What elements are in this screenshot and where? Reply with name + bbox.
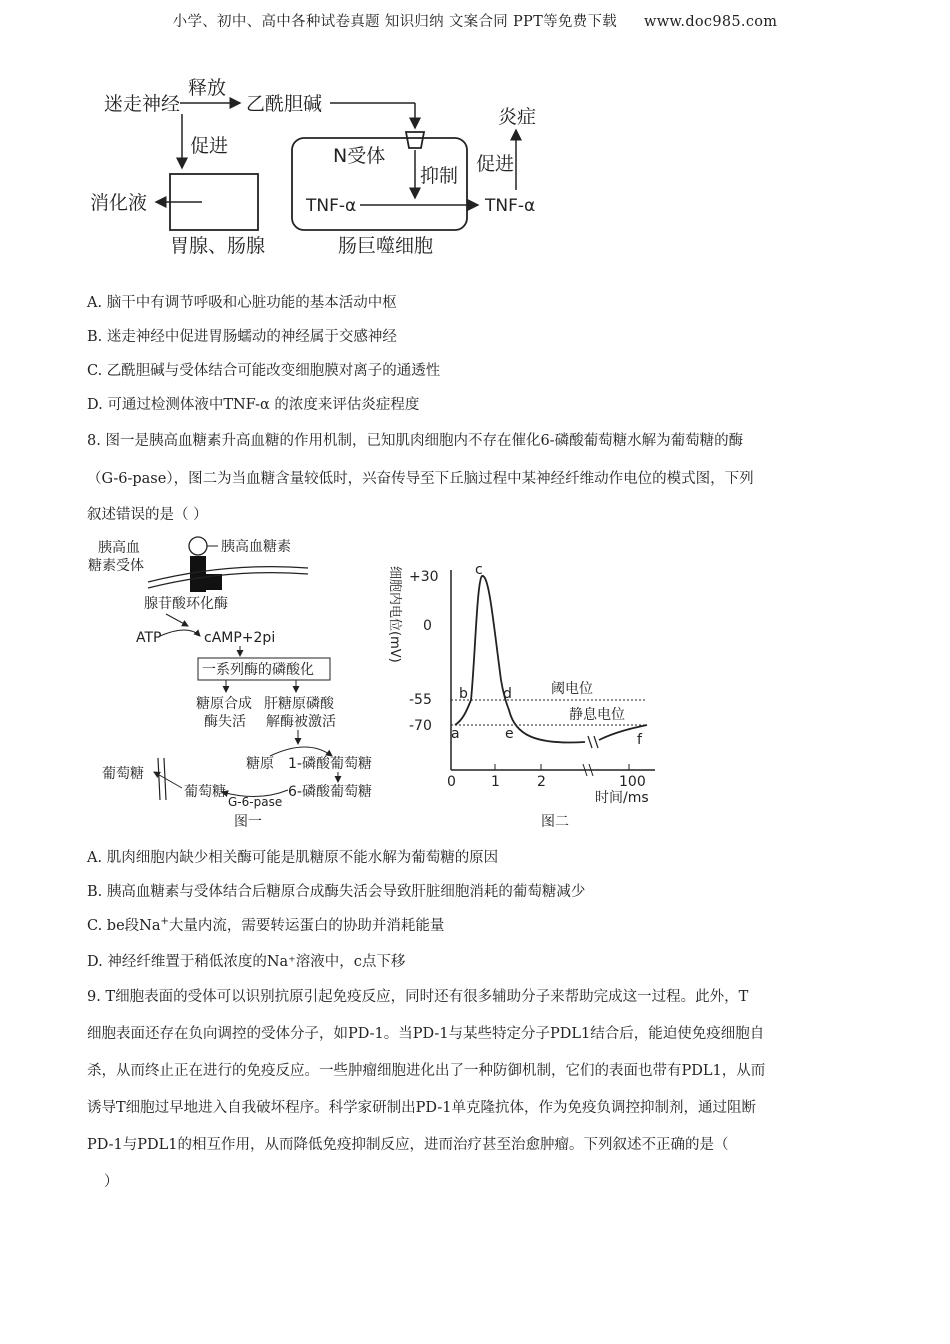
figure-1-caption: 图一 xyxy=(234,814,262,830)
inhibit-label: 抑制 xyxy=(420,165,459,187)
promote-label-2: 促进 xyxy=(476,153,515,175)
release-label: 释放 xyxy=(188,77,227,99)
x-tick-1: 1 xyxy=(491,774,500,790)
camp-label: cAMP+2pi xyxy=(204,630,276,646)
figure-2-caption: 图二 xyxy=(541,814,569,830)
figure-1-glucagon-mechanism xyxy=(88,532,388,832)
page-header xyxy=(0,10,950,31)
point-f: f xyxy=(637,732,642,748)
synthase-label-1: 糖原合成 xyxy=(196,696,252,712)
q8-option-c xyxy=(87,914,444,935)
q8-option-d: D. 神经纤维置于稍低浓度的Na⁺溶液中，c点下移 xyxy=(87,954,406,970)
header-url[interactable]: www.doc985.com xyxy=(644,14,778,30)
x-tick-0: 0 xyxy=(447,774,456,790)
q8-option-a: A. 肌肉细胞内缺少相关酶可能是肌糖原不能水解为葡萄糖的原因 xyxy=(87,850,499,866)
x-axis-label: 时间/ms xyxy=(595,790,649,806)
q9-line-1: 9. T细胞表面的受体可以识别抗原引起免疫反应，同时还有很多辅助分子来帮助完成这一过程。此外，T xyxy=(87,989,749,1005)
y-tick-0: 0 xyxy=(423,618,432,634)
q8-option-b: B. 胰高血糖素与受体结合后糖原合成酶失活会导致肝脏细胞消耗的葡萄糖减少 xyxy=(87,884,586,900)
y-axis-label: 细胞内电位(mV) xyxy=(387,566,402,663)
y-tick-plus30: +30 xyxy=(409,569,439,585)
n-receptor-label: N受体 xyxy=(333,145,386,167)
header-text: 小学、初中、高中各种试卷真题 知识归纳 文案合同 PPT等免费下载 xyxy=(172,14,618,30)
q7-option-d: D. 可通过检测体液中TNF-α 的浓度来评估炎症程度 xyxy=(87,397,420,413)
q8-stem-line-2: （G-6-pase），图二为当血糖含量较低时，兴奋传导至下丘脑过程中某神经纤维动作电位的模式图，下列 xyxy=(87,471,754,487)
gland-label: 胃腺、肠腺 xyxy=(170,235,266,257)
point-c: c xyxy=(475,562,483,578)
receptor-label-1: 胰高血 xyxy=(98,540,140,556)
q8-stem-line-1: 8. 图一是胰高血糖素升高血糖的作用机制，已知肌肉细胞内不存在催化6-磷酸葡萄糖水解为葡萄糖的酶 xyxy=(87,433,744,449)
q9-line-5: PD-1与PDL1的相互作用，从而降低免疫抑制反应，进而治疗甚至治愈肿瘤。下列叙述不正确的是（ xyxy=(87,1137,729,1153)
ach-label: 乙酰胆碱 xyxy=(246,93,323,115)
point-b: b xyxy=(459,686,468,702)
q7-option-c: C. 乙酰胆碱与受体结合可能改变细胞膜对离子的通透性 xyxy=(87,363,441,379)
tnf-outside-label: TNF-α xyxy=(485,196,536,216)
promote-label-1: 促进 xyxy=(190,135,229,157)
g1p-label: 1-磷酸葡萄糖 xyxy=(288,756,372,772)
glucagon-circle xyxy=(189,537,207,555)
receptor-label-2: 糖素受体 xyxy=(88,558,144,574)
point-a: a xyxy=(451,726,460,742)
q8-option-c-sup: + xyxy=(160,916,169,928)
phosphorylase-label-1: 肝糖原磷酸 xyxy=(264,696,334,712)
inflammation-label: 炎症 xyxy=(498,106,537,128)
q8-option-c-rest: 大量内流，需要转运蛋白的协助并消耗能量 xyxy=(168,918,445,934)
q8-option-c-prefix: C. be段Na xyxy=(87,918,161,934)
q9-line-2: 细胞表面还存在负向调控的受体分子，如PD-1。当PD-1与某些特定分子PDL1结合后，能迫使免疫细胞自 xyxy=(87,1026,765,1042)
g6p-label: 6-磷酸葡萄糖 xyxy=(288,784,372,800)
q7-option-a: A. 脑干中有调节呼吸和心脏功能的基本活动中枢 xyxy=(87,295,397,311)
resting-label: 静息电位 xyxy=(569,707,625,723)
macrophage-label: 肠巨噬细胞 xyxy=(338,235,434,257)
x-tick-2: 2 xyxy=(537,774,546,790)
q9-line-3: 杀，从而终止正在进行的免疫反应。一些肿瘤细胞进化出了一种防御机制，它们的表面也带有PDL1，从而 xyxy=(87,1063,766,1079)
synthase-label-2: 酶失活 xyxy=(204,714,246,730)
tnf-inside-label: TNF-α xyxy=(306,196,357,216)
glucose-outside-label: 葡萄糖 xyxy=(102,766,144,782)
point-d: d xyxy=(503,686,512,702)
q9-line-4: 诱导T细胞过早地进入自我破坏程序。科学家研制出PD-1单克隆抗体，作为免疫负调控抑制剂，通过阻断 xyxy=(87,1100,756,1116)
vagus-nerve-diagram xyxy=(90,70,560,265)
atp-label: ATP xyxy=(136,630,162,646)
q9-line-6: ） xyxy=(104,1174,119,1190)
q7-option-b: B. 迷走神经中促进胃肠蠕动的神经属于交感神经 xyxy=(87,329,397,345)
glycogen-label: 糖原 xyxy=(246,756,274,772)
adenylate-cyclase-label: 腺苷酸环化酶 xyxy=(144,596,228,612)
y-tick-minus70: -70 xyxy=(409,718,432,734)
glucose-inside-label: 葡萄糖 xyxy=(184,784,226,800)
g6pase-label: G-6-pase xyxy=(228,795,283,809)
n-receptor-shape xyxy=(406,132,424,148)
phosphorylation-label: 一系列酶的磷酸化 xyxy=(202,662,314,678)
vagus-label: 迷走神经 xyxy=(104,93,181,115)
figure-2-action-potential xyxy=(385,560,675,835)
threshold-label: 阈电位 xyxy=(551,681,593,697)
q8-stem-line-3: 叙述错误的是（ ） xyxy=(87,507,208,523)
y-tick-minus55: -55 xyxy=(409,692,432,708)
point-e: e xyxy=(505,726,514,742)
glucagon-label: 胰高血糖素 xyxy=(221,539,291,555)
digestive-fluid-label: 消化液 xyxy=(90,192,148,214)
phosphorylase-label-2: 解酶被激活 xyxy=(266,714,336,730)
action-potential-curve xyxy=(455,576,585,743)
x-tick-100: 100 xyxy=(619,774,646,790)
